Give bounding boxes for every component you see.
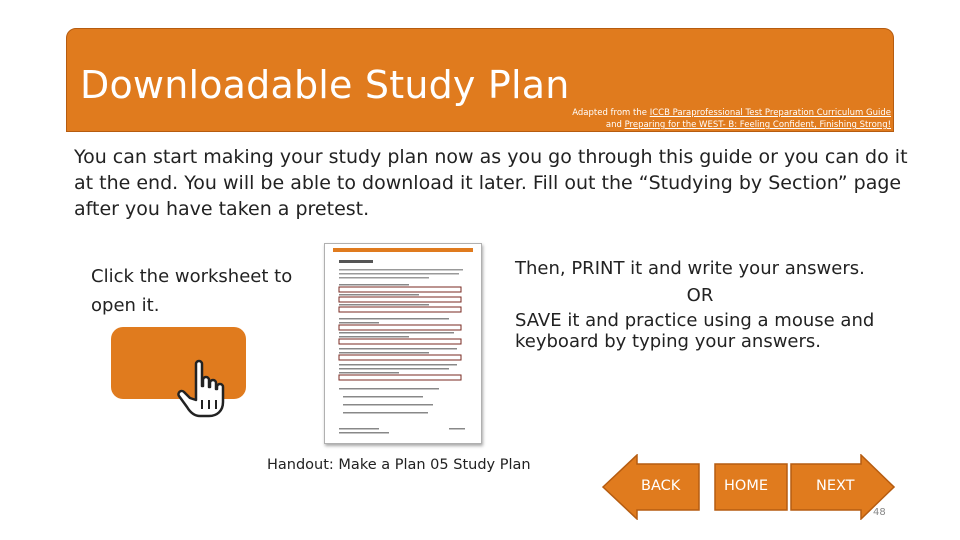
page-title: Downloadable Study Plan [80, 63, 570, 107]
credit-and: and [605, 120, 622, 130]
back-label[interactable]: BACK [641, 478, 681, 494]
navigation-bar [595, 454, 895, 520]
print-instruction: Then, PRINT it and write your answers. [515, 258, 865, 279]
click-prompt: Click the worksheet to open it. [91, 266, 293, 316]
or-separator: OR [686, 285, 714, 306]
instructions [515, 258, 875, 352]
credit-prefix: Adapted from the [572, 108, 647, 118]
intro-paragraph: You can start making your study plan now as you go through this guide or you can do it at the end. You will be able to download it later. Fill out the “Studying by Section” page after you have taken a pretest. [74, 146, 908, 220]
credit-link-iccb[interactable]: ICCB Paraprofessional Test Preparation Curriculum Guide [649, 108, 891, 118]
home-label[interactable]: HOME [724, 478, 768, 494]
credit-link-westb[interactable]: Preparing for the WEST- B: Feeling Confident, Finishing Strong! [624, 120, 891, 130]
worksheet-caption: Handout: Make a Plan 05 Study Plan [267, 457, 531, 473]
save-instruction: SAVE it and practice using a mouse and keyboard by typing your answers. [515, 310, 875, 352]
header-banner [66, 28, 894, 132]
next-label[interactable]: NEXT [816, 478, 855, 494]
credit-text [572, 107, 891, 131]
hand-pointer-icon[interactable] [172, 356, 234, 420]
page-number: 48 [873, 507, 886, 518]
worksheet-thumbnail[interactable] [324, 243, 482, 444]
